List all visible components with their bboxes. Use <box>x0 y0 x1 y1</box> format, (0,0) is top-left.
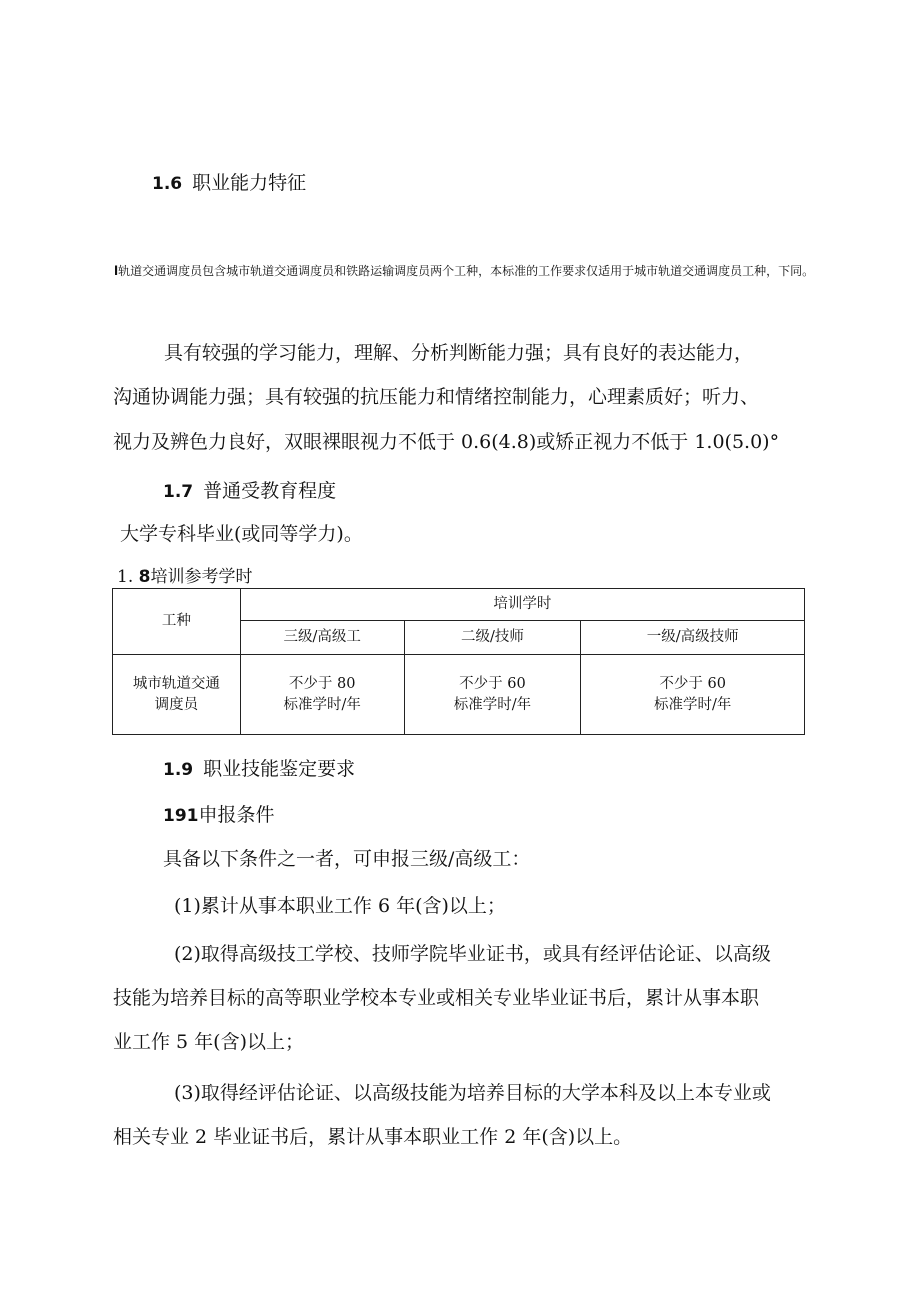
ability-line-2: 沟通协调能力强；具有较强的抗压能力和情绪控制能力，心理素质好；听力、 <box>113 386 760 408</box>
job-line-2: 调度员 <box>154 696 199 713</box>
table-row <box>113 655 805 735</box>
level-1: 一级/高级技师 <box>581 621 805 655</box>
footnote-text: 轨道交通调度员包含城市轨道交通调度员和铁路运输调度员两个工种，本标准的工作要求仅适用于城市轨道交通调度员工种，下同。 <box>118 264 815 278</box>
section-number: 191 <box>163 806 199 826</box>
condition-3-line-2: 相关专业 2 毕业证书后，累计从事本职业工作 2 年(含)以上。 <box>113 1126 633 1148</box>
table-header-row <box>113 589 805 621</box>
job-cell <box>113 655 241 735</box>
education-text: 大学专科毕业(或同等学力)。 <box>120 523 363 545</box>
condition-2-line-2: 技能为培养目标的高等职业学校本专业或相关专业毕业证书后，累计从事本职 <box>113 987 760 1009</box>
condition-1: (1)累计从事本职业工作 6 年(含)以上； <box>174 895 506 917</box>
section-number: 1.7 <box>163 482 194 502</box>
hours-unit: 标准学时/年 <box>453 696 532 713</box>
section-prefix: 1. <box>117 567 139 587</box>
section-title: 职业技能鉴定要求 <box>203 758 356 780</box>
section-title: 职业能力特征 <box>192 172 307 194</box>
hours-cell-level-3 <box>240 655 404 735</box>
ability-line-1: 具有较强的学习能力，理解、分析判断能力强；具有良好的表达能力， <box>164 342 754 364</box>
section-heading-1-6 <box>152 168 306 195</box>
condition-2-line-1: (2)取得高级技工学校、技师学院毕业证书，或具有经评估论证、以高级 <box>174 943 771 965</box>
hours-unit: 标准学时/年 <box>653 696 732 713</box>
ability-line-3: 视力及辨色力良好，双眼裸眼视力不低于 0.6(4.8)或矫正视力不低于 1.0(5.0)° <box>113 431 780 453</box>
level-3: 三级/高级工 <box>240 621 404 655</box>
section-number: 1.9 <box>163 760 194 780</box>
condition-2-line-3: 业工作 5 年(含)以上； <box>113 1031 304 1053</box>
hours-cell-level-1 <box>581 655 805 735</box>
hours-value: 不少于 80 <box>288 675 356 692</box>
footnote-marker: l <box>114 264 119 278</box>
hours-value: 不少于 60 <box>459 675 526 692</box>
job-line-1: 城市轨道交通 <box>132 675 220 692</box>
level-2: 二级/技师 <box>404 621 581 655</box>
section-heading-1-8 <box>117 562 252 587</box>
training-hours-table <box>112 588 805 735</box>
condition-3-line-1: (3)取得经评估论证、以高级技能为培养目标的大学本科及以上本专业或 <box>174 1082 771 1104</box>
conditions-intro: 具备以下条件之一者，可申报三级/高级工： <box>163 848 531 870</box>
hours-value: 不少于 60 <box>659 675 726 692</box>
section-title: 普通受教育程度 <box>203 480 337 502</box>
section-heading-1-7 <box>163 476 336 503</box>
section-title: 申报条件 <box>198 804 275 826</box>
section-number: 8 <box>138 567 151 587</box>
section-heading-1-9 <box>163 754 355 781</box>
hours-unit: 标准学时/年 <box>283 696 361 713</box>
section-number: 1.6 <box>152 174 183 194</box>
footnote <box>114 261 824 282</box>
section-heading-1-9-1 <box>163 800 275 827</box>
header-job: 工种 <box>113 589 241 655</box>
section-title: 培训参考学时 <box>150 567 253 587</box>
hours-cell-level-2 <box>404 655 581 735</box>
header-hours: 培训学时 <box>240 589 804 621</box>
